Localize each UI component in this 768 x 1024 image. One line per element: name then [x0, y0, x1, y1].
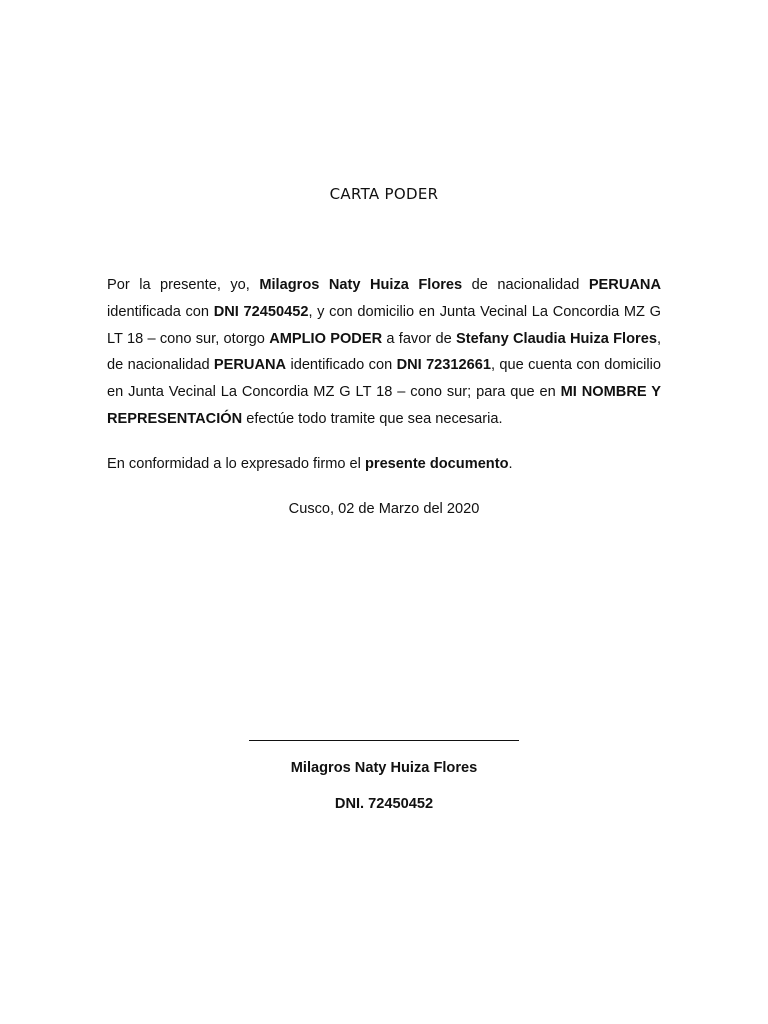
text-run: de nacionalidad — [462, 277, 589, 293]
grantor-name: Milagros Naty Huiza Flores — [259, 277, 463, 293]
text-run: , que cuenta con domicilio en Junta Vecinal La Concordia MZ G LT 18 – cono sur; para que en — [107, 357, 661, 401]
emphasis-text: presente documento — [364, 456, 509, 472]
text-run: identificada con — [107, 303, 214, 320]
document-title: CARTA PODER — [329, 185, 439, 203]
text-run: efectúe todo tramite que sea necesaria. — [242, 410, 503, 427]
text-run: En conformidad a lo expresado firmo el — [107, 456, 365, 472]
body-paragraph-1 — [107, 272, 661, 433]
body-paragraph-2 — [107, 451, 661, 478]
place-date: Cusco, 02 de Marzo del 2020 — [288, 501, 480, 517]
representation-clause: MI NOMBRE Y REPRESENTACIÓN — [107, 384, 661, 427]
signature-line — [249, 740, 519, 741]
text-run: , de nacionalidad — [107, 330, 661, 374]
text-run: a favor de — [382, 330, 456, 347]
signatory-dni: DNI. 72450452 — [334, 796, 434, 812]
text-run: . — [508, 456, 513, 472]
grantor-dni: DNI 72450452 — [213, 303, 309, 320]
grantee-dni: DNI 72312661 — [396, 357, 491, 374]
grantor-nationality: PERUANA — [588, 277, 661, 293]
text-run: Por la presente, yo, — [107, 277, 260, 293]
text-run: , y con domicilio en Junta Vecinal La Concordia MZ G LT 18 – cono sur, otorgo — [107, 303, 661, 347]
grantee-name: Stefany Claudia Huiza Flores — [455, 330, 657, 347]
text-run: identificado con — [286, 357, 397, 374]
power-type: AMPLIO PODER — [269, 330, 383, 347]
grantee-nationality: PERUANA — [213, 357, 287, 374]
signatory-name: Milagros Naty Huiza Flores — [290, 760, 478, 776]
